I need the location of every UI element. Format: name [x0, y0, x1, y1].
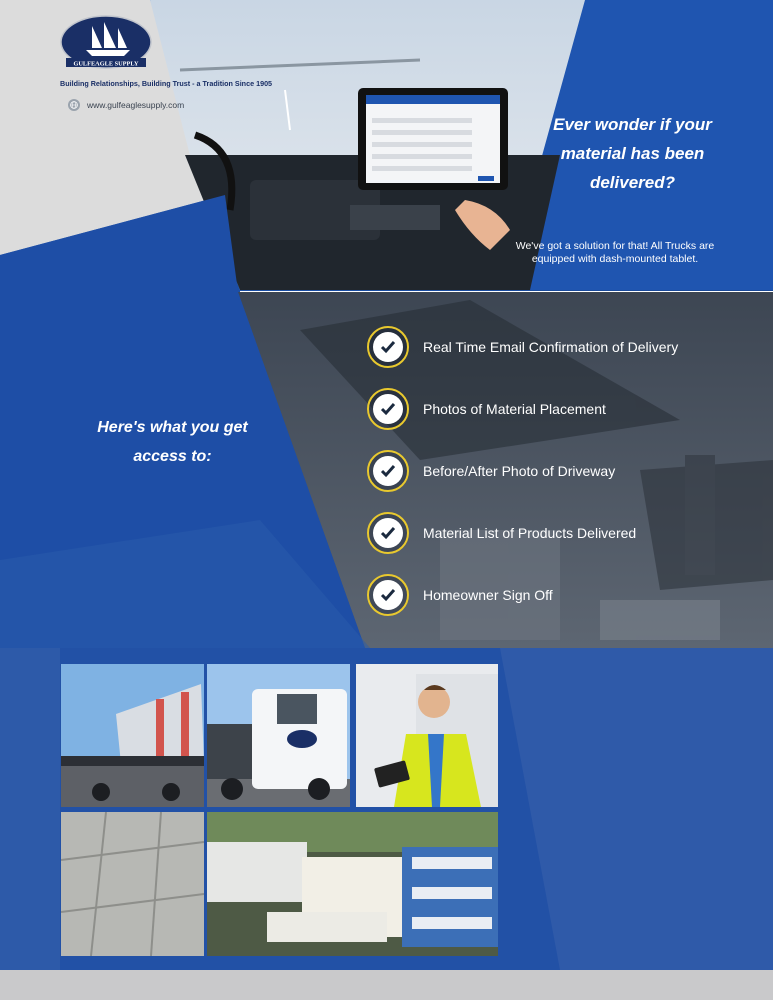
logo-ship-icon: [60, 14, 152, 74]
check-badge: [367, 388, 409, 430]
feature-item: [367, 326, 678, 368]
feature-label: Real Time Email Confirmation of Delivery: [423, 339, 679, 355]
headline-line-2: material has been: [560, 144, 705, 163]
access-line-1: Here's what you get: [97, 419, 248, 436]
headline-line-3: delivered?: [589, 173, 676, 192]
check-icon: [380, 464, 396, 478]
access-line-2: access to:: [133, 448, 212, 465]
access-heading: [80, 413, 265, 471]
globe-icon: [68, 99, 80, 111]
check-badge: [367, 450, 409, 492]
photo-driveway: [61, 812, 204, 956]
check-icon: [380, 526, 396, 540]
check-icon: [380, 588, 396, 602]
check-icon: [380, 402, 396, 416]
feature-label: Material List of Products Delivered: [423, 525, 637, 541]
photo-shingle-bundles: [207, 812, 498, 956]
website-row[interactable]: [68, 99, 184, 111]
photo-driver-tablet: [356, 664, 498, 807]
feature-item: [367, 512, 636, 554]
tagline: Building Relationships, Building Trust - a Tradition Since 1905: [60, 79, 273, 88]
check-badge: [367, 512, 409, 554]
feature-item: [367, 388, 606, 430]
feature-item: [367, 450, 615, 492]
hero-headline: [550, 110, 715, 197]
check-badge: [367, 326, 409, 368]
headline-line-1: Ever wonder if your: [553, 115, 712, 134]
feature-label: Photos of Material Placement: [423, 401, 606, 417]
feature-label: Homeowner Sign Off: [423, 587, 553, 603]
feature-label: Before/After Photo of Driveway: [423, 463, 616, 479]
photo-delivery-truck: [207, 664, 350, 807]
hero-subcopy: We've got a solution for that! All Trucks are equipped with dash-mounted tablet.: [515, 240, 715, 265]
feature-item: [367, 574, 553, 616]
check-badge: [367, 574, 409, 616]
footer-bar: [0, 970, 773, 1000]
check-icon: [380, 340, 396, 354]
logo-text: GULFEAGLE SUPPLY: [73, 60, 139, 68]
photo-flatbed-load: [61, 664, 204, 807]
website-link[interactable]: www.gulfeaglesupply.com: [87, 100, 185, 110]
company-logo: [60, 14, 152, 74]
